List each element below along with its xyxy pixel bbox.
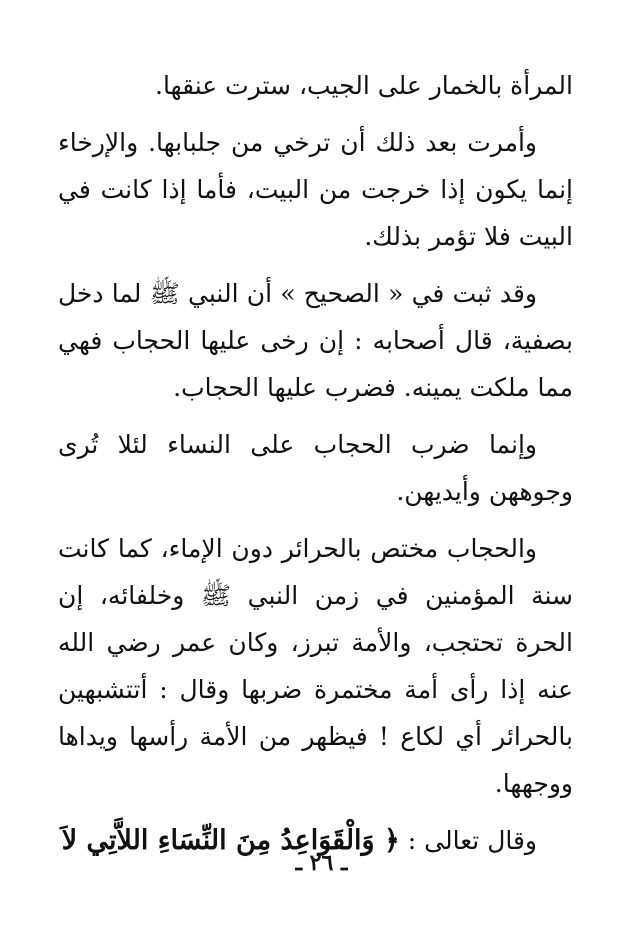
paragraph-5: والحجاب مختص بالحرائر دون الإماء، كما كانت سنة المؤمنين في زمن النبي ﷺ وخلفائه، إن الحرة تحتجب، والأمة تبرز، وكان عمر رضي الله عنه إذا رأى أمة مختمرة ضربها وقال : أتتشبهين بالحرائر أي لكاع ! فيظهر من الأمة رأسها ويداها ووجهها. [58,534,573,798]
paragraph-1: المرأة بالخمار على الجيب، سترت عنقها. [155,71,573,100]
paragraph-2: وأمرت بعد ذلك أن ترخي من جلبابها. والإرخاء إنما يكون إذا خرجت من البيت، فأما إذا كانت في البيت فلا تؤمر بذلك. [58,128,573,251]
paragraph-3: وقد ثبت في « الصحيح » أن النبي ﷺ لما دخل بصفية، قال أصحابه : إن رخى عليها الحجاب فهي مما ملكت يمينه. فضرب عليها الحجاب. [58,279,573,402]
verse-intro: وقال تعالى : [407,826,537,855]
paragraph-4: وإنما ضرب الحجاب على النساء لئلا تُرى وجوههن وأيديهن. [58,430,573,506]
body-text [58,62,573,864]
page-number: ـ ٢٦ ـ [295,850,348,876]
quran-verse: ﴿ وَالْقَوَاعِدُ مِنَ النِّسَاءِ اللاَّتِي لاَ [61,825,400,856]
